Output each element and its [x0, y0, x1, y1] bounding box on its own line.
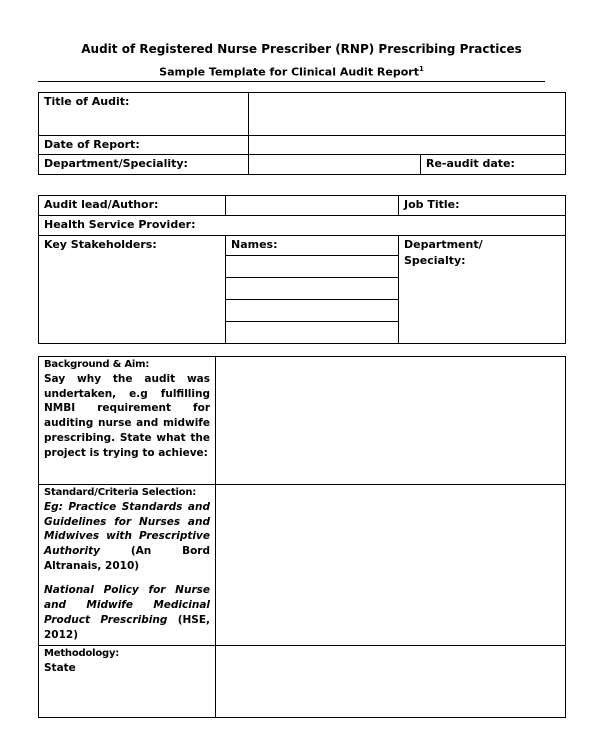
- methodology-cell: [39, 645, 216, 717]
- stakeholder-name-cell: [226, 299, 399, 321]
- standard-example-citation: (An Bord Altranais, 2010): [44, 545, 211, 573]
- department-speciality-label: Department/Speciality:: [39, 154, 249, 174]
- standard-criteria-cell: [39, 484, 216, 645]
- methodology-value-cell: [216, 645, 566, 717]
- health-service-provider-label: Health Service Provider:: [39, 215, 566, 235]
- methodology-description: State: [44, 661, 76, 674]
- footnote-marker: 1: [418, 65, 424, 73]
- stakeholder-name-cell: [226, 255, 399, 277]
- standard-example-title: Practice Standards and Guidelines for Nurses and Midwives with Prescriptive Authority: [44, 500, 211, 558]
- date-of-report-value-cell: [249, 135, 566, 154]
- background-aim-cell: [39, 356, 216, 484]
- department-specialty-line1: Department/: [404, 237, 483, 251]
- standard-example-paragraph: [44, 500, 210, 575]
- background-aim-value-cell: [216, 356, 566, 484]
- document-subtitle-text: Sample Template for Clinical Audit Report: [159, 65, 419, 79]
- stakeholder-name-cell: [226, 277, 399, 299]
- standard-example-prefix: Eg:: [44, 500, 63, 513]
- background-aim-heading: Background & Aim:: [44, 358, 150, 370]
- standard-policy-citation: (HSE, 2012): [44, 614, 210, 641]
- title-of-audit-value-cell: [249, 92, 566, 135]
- team-table: [38, 195, 566, 344]
- audit-lead-label: Audit lead/Author:: [39, 195, 226, 215]
- key-stakeholders-label: Key Stakeholders:: [39, 235, 226, 343]
- job-title-label: Job Title:: [399, 195, 566, 215]
- standard-criteria-heading: Standard/Criteria Selection:: [44, 486, 197, 498]
- standard-policy-title: National Policy for Nurse and Midwife Medicinal Product Prescribing: [44, 584, 210, 626]
- title-of-audit-label: Title of Audit:: [39, 92, 249, 135]
- content-table: [38, 356, 566, 718]
- methodology-heading: Methodology:: [44, 647, 120, 659]
- date-of-report-label: Date of Report:: [39, 135, 249, 154]
- standard-policy-paragraph: [44, 583, 210, 643]
- background-aim-description: Say why the audit was undertaken, e.g fulfilling NMBI requirement for auditing nurse and midwife prescribing. State what the project is trying to achieve:: [44, 372, 210, 460]
- department-speciality-value-cell: [249, 154, 421, 174]
- document-subtitle: [38, 65, 545, 82]
- re-audit-date-label: Re-audit date:: [421, 154, 566, 174]
- names-label: Names:: [226, 235, 399, 255]
- department-specialty-header: [399, 235, 566, 343]
- audit-lead-value-cell: [226, 195, 399, 215]
- standard-criteria-value-cell: [216, 484, 566, 645]
- audit-details-table: [38, 92, 566, 175]
- document-title: Audit of Registered Nurse Prescriber (RNP) Prescribing Practices: [81, 42, 522, 56]
- department-specialty-line2: Specialty:: [404, 253, 466, 267]
- stakeholder-name-cell: [226, 321, 399, 343]
